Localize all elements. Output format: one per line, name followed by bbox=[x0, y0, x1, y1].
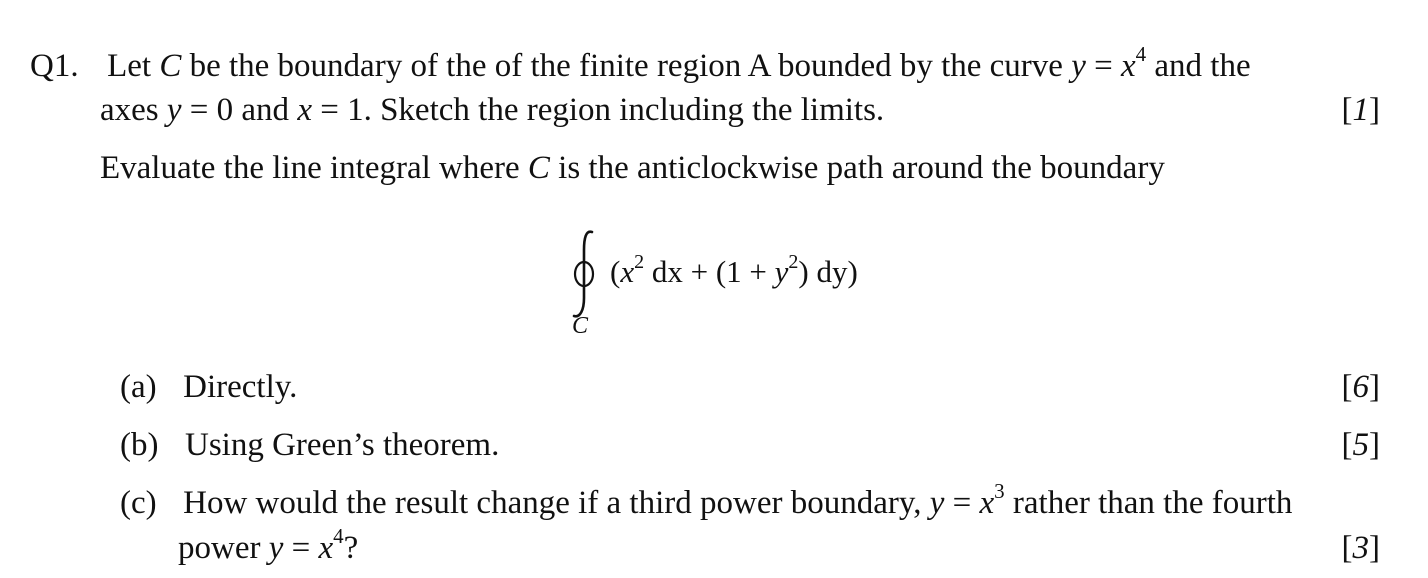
var-c: C bbox=[159, 48, 182, 84]
exponent: 3 bbox=[994, 479, 1005, 503]
question-line-1 bbox=[30, 42, 1251, 84]
var-x: x bbox=[979, 485, 995, 521]
intro-marks: [1] bbox=[1341, 92, 1380, 128]
part-a-marks: [6] bbox=[1341, 369, 1380, 405]
part-b-text: Using Green’s theorem. bbox=[184, 427, 500, 463]
var-y: y bbox=[1071, 48, 1086, 84]
x-exponent: 2 bbox=[634, 251, 645, 273]
intro-text-1: Let bbox=[107, 48, 160, 84]
part-c bbox=[120, 479, 1293, 521]
equals-sign: = bbox=[944, 485, 980, 521]
part-a-text: Directly. bbox=[183, 369, 298, 405]
open-paren: ( bbox=[610, 254, 621, 289]
y-exponent: 2 bbox=[788, 251, 799, 273]
exponent: 4 bbox=[333, 524, 344, 548]
var-x: x bbox=[1120, 48, 1136, 84]
var-y: y bbox=[774, 254, 789, 289]
var-x: x bbox=[318, 530, 334, 566]
evaluate-text-2: is the anticlockwise path around the boundary bbox=[549, 150, 1165, 186]
question-line-2 bbox=[100, 94, 884, 127]
part-b-label: (b) bbox=[120, 427, 159, 463]
dy-term: ) dy) bbox=[798, 254, 858, 289]
marks-value: 6 bbox=[1352, 369, 1369, 405]
equals-sign: = bbox=[283, 530, 319, 566]
var-x: x bbox=[620, 254, 635, 289]
integrand bbox=[610, 251, 858, 289]
part-c-label: (c) bbox=[120, 485, 157, 521]
plus-term: + (1 + bbox=[682, 254, 775, 289]
intro2-text-2: = 0 and bbox=[181, 92, 298, 128]
part-a-label: (a) bbox=[120, 369, 157, 405]
evaluate-text-1: Evaluate the line integral where bbox=[100, 150, 528, 186]
var-x: x bbox=[297, 92, 312, 128]
marks-value: 5 bbox=[1352, 427, 1369, 463]
part-a bbox=[120, 371, 297, 404]
exponent: 4 bbox=[1135, 42, 1147, 66]
part-c-text-1: How would the result change if a third power boundary, bbox=[183, 485, 930, 521]
part-b-marks: [5] bbox=[1341, 427, 1380, 463]
integral-subscript: C bbox=[572, 313, 589, 339]
part-c-text-3: power bbox=[178, 530, 269, 566]
part-c-text-2: rather than the fourth bbox=[1004, 485, 1293, 521]
equals-sign: = bbox=[1085, 48, 1121, 84]
marks-value: 3 bbox=[1352, 530, 1369, 566]
contour-integral bbox=[566, 226, 926, 346]
intro2-text-3: = 1. Sketch the region including the limits. bbox=[311, 92, 885, 128]
intro-text-3: and the bbox=[1146, 48, 1251, 84]
question-number: Q1. bbox=[30, 48, 79, 84]
part-c-line-2 bbox=[178, 524, 359, 566]
part-c-marks: [3] bbox=[1341, 530, 1380, 566]
dx-term: dx bbox=[644, 254, 683, 289]
marks-value: 1 bbox=[1352, 92, 1369, 128]
var-y: y bbox=[929, 485, 945, 521]
evaluate-line bbox=[100, 152, 1165, 185]
intro-text-2: be the boundary of the of the finite region A bounded by the curve bbox=[181, 48, 1072, 84]
part-c-text-4: ? bbox=[343, 530, 359, 566]
part-b bbox=[120, 429, 499, 462]
intro2-text-1: axes bbox=[100, 92, 167, 128]
var-c: C bbox=[527, 150, 550, 186]
var-y: y bbox=[268, 530, 284, 566]
var-y: y bbox=[166, 92, 182, 128]
contour-integral-sign-icon bbox=[566, 226, 602, 322]
